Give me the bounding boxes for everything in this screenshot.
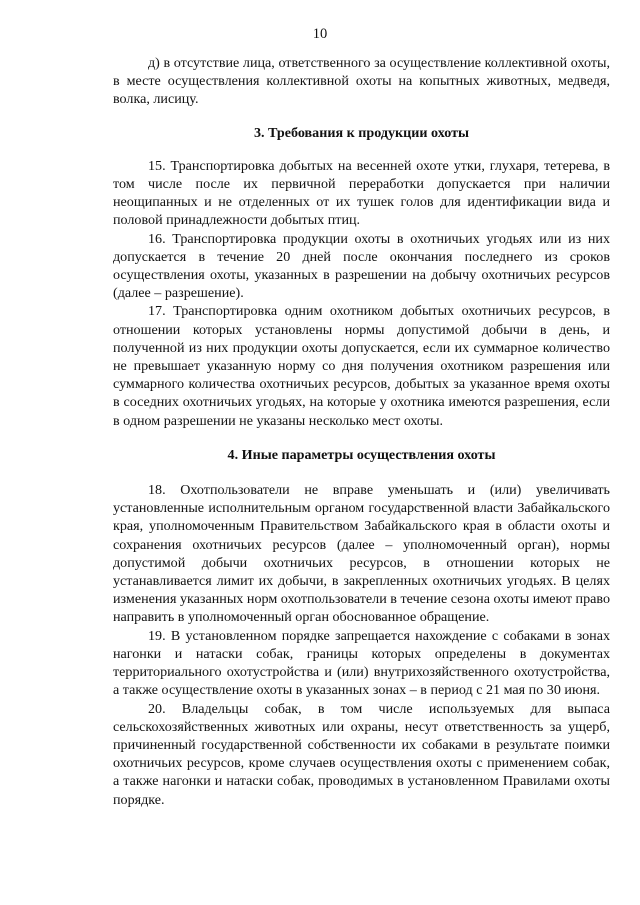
paragraph-16: 16. Транспортировка продукции охоты в охотничьих угодьях или из них допускается в течение 20 дней после окончания последнего из сроков осуществления охоты, указанных в разрешении на добычу охотничьих ресурсов (далее – разрешение).: [113, 230, 610, 302]
document-body: [113, 54, 610, 809]
paragraph-19: 19. В установленном порядке запрещается нахождение с собаками в зонах нагонки и натаски собак, границы которых определены в документах территориального охотустройства и (или) внутрихозяйственного охотустройства, а также осуществление охоты в указанных зонах – в период с 21 мая по 30 июня.: [113, 627, 610, 699]
section-heading-4: 4. Иные параметры осуществления охоты: [227, 446, 496, 463]
paragraph-intro: д) в отсутствие лица, ответственного за осуществление коллективной охоты, в месте осуществления коллективной охоты на копытных животных, медведя, волка, лисицу.: [113, 55, 610, 108]
section-heading-3: 3. Требования к продукции охоты: [253, 124, 470, 141]
paragraph-20: 20. Владельцы собак, в том числе используемых для выпаса сельскохозяйственных животных или охраны, несут ответственность за ущерб, причиненный государственной собственности их собаками в результате поимки охотничьих ресурсов, кроме случаев осуществления охоты с применением собак, а также нагонки и натаски собак, проводимых в установленном Правилами охоты порядке.: [113, 700, 610, 808]
paragraph-15: 15. Транспортировка добытых на весенней охоте утки, глухаря, тетерева, в том числе после их первичной переработки допускается при наличии неощипанных и не отделенных от их тушек голов для идентификации вида и половой принадлежности добытых птиц.: [113, 157, 610, 229]
paragraph-18: 18. Охотпользователи не вправе уменьшать и (или) увеличивать установленные исполнительным органом государственной власти Забайкальского края, уполномоченным Правительством Забайкальского края в области охоты и сохранения охотничьих ресурсов (далее – уполномоченный орган), нормы допустимой добычи охотничьих ресурсов, в отношении которых не устанавливается лимит их добычи, в закрепленных охотничьих угодьях. В целях изменения указанных норм охотпользователи в течение сезона охоты имеют право направить в уполномоченный орган обоснованное обращение.: [113, 482, 610, 626]
paragraph-17: 17. Транспортировка одним охотником добытых охотничьих ресурсов, в отношении которых установлены нормы допустимой добычи в день, и полученной из них продукции охоты допускается, если их суммарное количество не превышает указанную норму со дня получения охотником разрешения или суммарного количества охотничьих ресурсов, добытых за указанное время охоты в соседних охотничьих угодьях, на которые у охотника имеются разрешения, если в одном разрешении не указаны несколько мест охоты.: [113, 303, 610, 429]
page-number: 10: [312, 26, 328, 42]
